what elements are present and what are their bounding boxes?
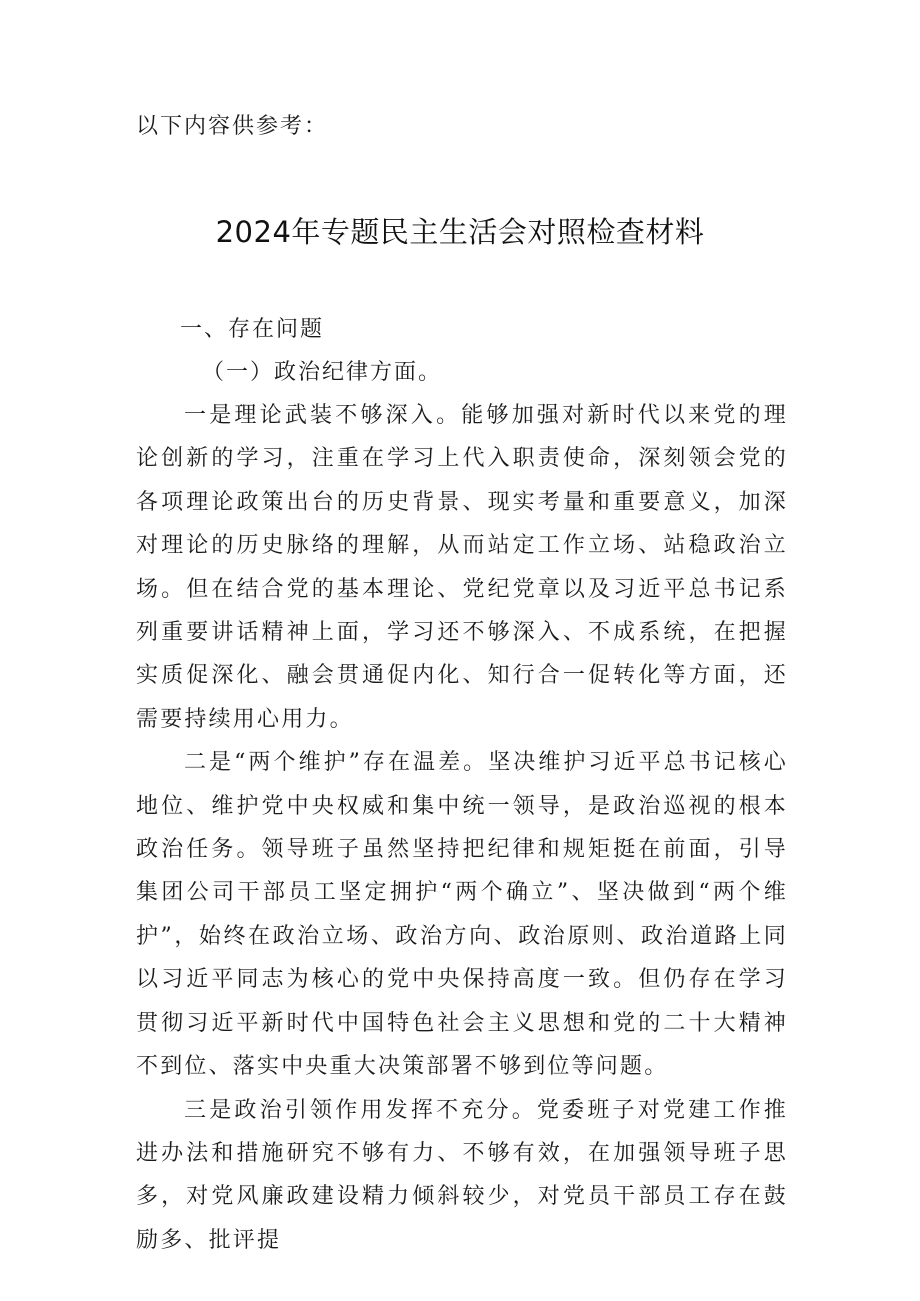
paragraph-two-safeguards: 二是“两个维护”存在温差。坚决维护习近平总书记核心地位、维护党中央权威和集中统一领导，是政治巡视的根本政治任务。领导班子虽然坚持把纪律和规矩挺在前面，引导集团公司干部员工坚定拥护“两个确立”、坚决做到“两个维护”，始终在政治立场、政治方向、政治原则、政治道路上同以习近平同志为核心的党中央保持高度一致。但仍存在学习贯彻习近平新时代中国特色社会主义思想和党的二十大精神不到位、落实中央重大决策部署不够到位等问题。 [136,750,788,1080]
document-body [136,308,788,1262]
paragraph-political-leadership: 三是政治引领作用发挥不充分。党委班子对党建工作推进办法和措施研究不够有力、不够有效，在加强领导班子思多，对党风廉政建设精力倾斜较少，对党员干部员工存在鼓励多、批评提 [136,1097,788,1253]
section-heading: 一、存在问题 [180,317,325,342]
subsection-heading: （一）政治纪律方面。 [202,360,443,385]
paragraph-theory: 一是理论武装不够深入。能够加强对新时代以来党的理论创新的学习，注重在学习上代入职责使命，深刻领会党的各项理论政策出台的历史背景、现实考量和重要意义，加深对理论的历史脉络的理解，从而站定工作立场、站稳政治立场。但在结合党的基本理论、党纪党章以及习近平总书记系列重要讲话精神上面，学习还不够深入、不成系统，在把握实质促深化、融会贯通促内化、知行合一促转化等方面，还需要持续用心用力。 [136,403,788,732]
document-title: 2024年专题民主生活会对照检查材料 [215,215,705,249]
intro-note: 以下内容供参考： [136,114,329,139]
